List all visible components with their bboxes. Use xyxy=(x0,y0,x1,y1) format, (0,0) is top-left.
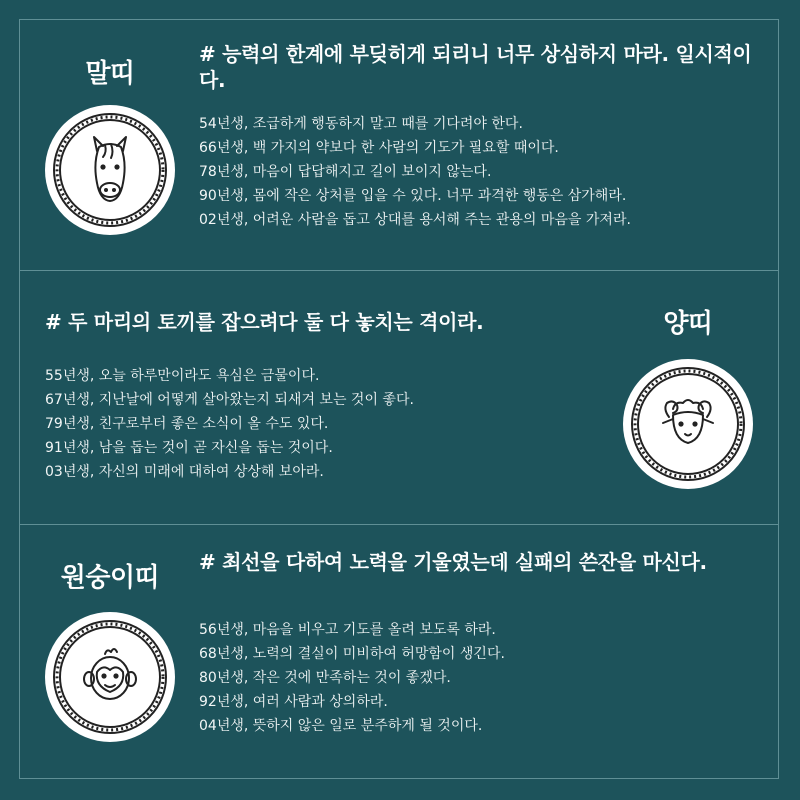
birth-year-line: 79년생, 친구로부터 좋은 소식이 올 수도 있다. xyxy=(45,416,329,432)
fortune-section-horse xyxy=(19,19,779,270)
birth-year-line: 55년생, 오늘 하루만이라도 욕심은 금물이다. xyxy=(45,368,320,384)
birth-year-line: 90년생, 몸에 작은 상처를 입을 수 있다. 너무 과격한 행동은 삼가해라. xyxy=(199,188,627,204)
zodiac-name: 말띠 xyxy=(85,59,135,89)
birth-year-line: 80년생, 작은 것에 만족하는 것이 좋겠다. xyxy=(199,670,451,686)
fortune-headline: # 능력의 한계에 부딪히게 되리니 너무 상심하지 마라. 일시적이다. xyxy=(199,42,752,92)
fortune-section-monkey xyxy=(19,525,779,779)
birth-year-line: 92년생, 여러 사람과 상의하라. xyxy=(199,694,388,710)
birth-year-line: 03년생, 자신의 미래에 대하여 상상해 보아라. xyxy=(45,464,324,480)
fortune-section-sheep xyxy=(19,271,779,524)
horse-icon xyxy=(45,105,175,235)
horse-medallion xyxy=(45,105,175,235)
fortune-headline: # 최선을 다하여 노력을 기울였는데 실패의 쓴잔을 마신다. xyxy=(199,550,707,574)
sheep-medallion xyxy=(623,359,753,489)
fortune-headline: # 두 마리의 토끼를 잡으려다 둘 다 놓치는 격이라. xyxy=(45,310,484,334)
birth-year-list xyxy=(199,618,505,738)
birth-year-line: 91년생, 남을 돕는 것이 곧 자신을 돕는 것이다. xyxy=(45,440,333,456)
birth-year-line: 68년생, 노력의 결실이 미비하여 허망함이 생긴다. xyxy=(199,646,505,662)
birth-year-list xyxy=(199,112,631,232)
birth-year-line: 54년생, 조급하게 행동하지 말고 때를 기다려야 한다. xyxy=(199,116,523,132)
birth-year-line: 02년생, 어려운 사람을 돕고 상대를 용서해 주는 관용의 마음을 가져라. xyxy=(199,212,631,228)
birth-year-list xyxy=(45,364,414,484)
birth-year-line: 67년생, 지난날에 어떻게 살아왔는지 되새겨 보는 것이 좋다. xyxy=(45,392,414,408)
sheep-icon xyxy=(623,359,753,489)
birth-year-line: 78년생, 마음이 답답해지고 길이 보이지 않는다. xyxy=(199,164,492,180)
birth-year-line: 04년생, 뜻하지 않은 일로 분주하게 될 것이다. xyxy=(199,718,483,734)
zodiac-name: 원숭이띠 xyxy=(60,563,160,593)
birth-year-line: 66년생, 백 가지의 약보다 한 사람의 기도가 필요할 때이다. xyxy=(199,140,559,156)
zodiac-name: 양띠 xyxy=(663,309,713,339)
monkey-medallion xyxy=(45,612,175,742)
birth-year-line: 56년생, 마음을 비우고 기도를 올려 보도록 하라. xyxy=(199,622,496,638)
monkey-icon xyxy=(45,612,175,742)
